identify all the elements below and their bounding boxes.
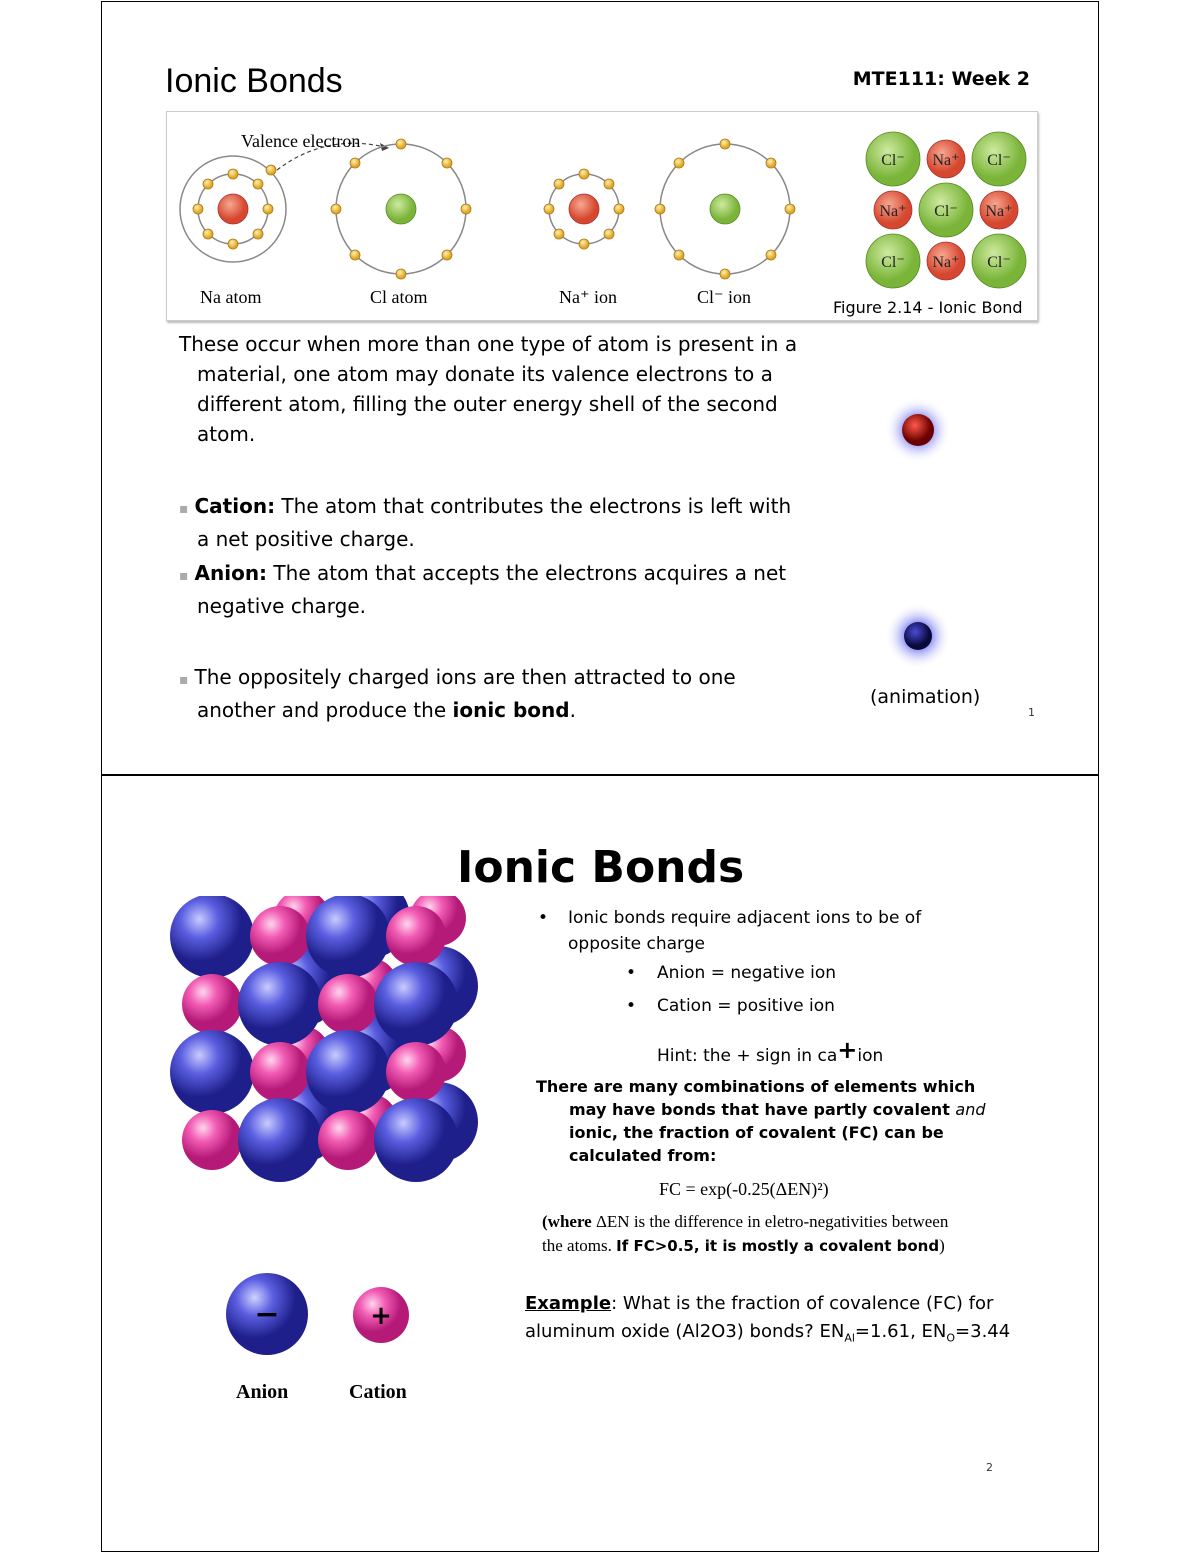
cation-term: Cation:: [194, 494, 276, 518]
slide-2: [101, 775, 1099, 1552]
course-label: MTE111: Week 2: [852, 68, 1030, 90]
cation-sphere: [250, 1042, 310, 1102]
slide-1: [101, 1, 1099, 775]
hint-plus-sign: +: [837, 1036, 858, 1064]
cation-sphere: [182, 1110, 242, 1170]
cation-bullet: [179, 491, 809, 554]
anion-sphere: [306, 896, 390, 978]
cation-sphere: [318, 974, 378, 1034]
lattice-cell-label: Cl⁻: [934, 203, 958, 220]
anion-animation-ball: [877, 598, 957, 678]
en-al-value: =1.61, EN: [854, 1321, 947, 1342]
hint-prefix: Hint: the + sign in ca: [657, 1046, 838, 1066]
where-note: [542, 1210, 1042, 1258]
ionic-crystal-lattice: [162, 896, 512, 1216]
example-label: Example: [525, 1293, 612, 1314]
lattice-cell-label: Cl⁻: [881, 152, 905, 169]
page-title: Ionic Bonds: [165, 62, 343, 100]
cation-sphere: [182, 974, 242, 1034]
covalent-rule: If FC>0.5, it is mostly a covalent bond: [616, 1237, 940, 1255]
example-line-1: [525, 1290, 1045, 1318]
anion-sphere: [238, 962, 322, 1046]
anion-definition: Anion = negative ion: [657, 963, 837, 983]
example-block: [525, 1290, 1045, 1353]
na-atom-diagram: [180, 156, 286, 262]
example-question: : What is the fraction of covalence (FC) for: [611, 1293, 994, 1314]
ionic-bond-figure: [166, 111, 1038, 321]
paragraph-line-1: There are many combinations of elements which: [536, 1077, 976, 1096]
fc-formula: FC = exp(-0.25(ΔEN)²): [659, 1179, 829, 1199]
bullet-marker: ▪: [179, 672, 189, 688]
paragraph-line-2-text: may have bonds that have partly covalent: [569, 1100, 956, 1119]
cl-ion-diagram: [655, 139, 795, 279]
lattice-cell-label: Cl⁻: [987, 254, 1011, 271]
cation-sphere: [318, 1110, 378, 1170]
ionic-bond-diagram: [167, 112, 1037, 320]
attraction-bullet: [179, 662, 779, 725]
where-definition: ΔEN is the difference in eletro-negativities between: [595, 1212, 949, 1231]
cl-ion-label: Cl⁻ ion: [697, 287, 752, 307]
cation-definition: Cation = positive ion: [657, 996, 835, 1016]
main-bullet-text: Ionic bonds require adjacent ions to be of opposite charge: [568, 908, 922, 954]
close-paren: ): [939, 1236, 945, 1255]
cl-atom-label: Cl atom: [370, 287, 428, 307]
bullet-dot: •: [626, 963, 637, 983]
na-ion-diagram: [544, 169, 624, 249]
cation-sphere: [250, 906, 310, 966]
cation-definition: The atom that contributes the electrons is left with a net positive charge.: [197, 494, 792, 551]
bullet-dot: •: [538, 908, 549, 928]
hint-text: [657, 1036, 884, 1067]
anion-sphere: [170, 896, 254, 978]
page-title: Ionic Bonds: [457, 842, 745, 893]
ionic-bond-term: ionic bond: [452, 698, 570, 722]
anion-sphere: [306, 1030, 390, 1114]
anion-bullet: [179, 558, 809, 621]
paragraph-line-3: ionic, the fraction of covalent (FC) can be: [569, 1123, 944, 1142]
covalent-paragraph: [536, 1075, 1016, 1167]
nacl-lattice: [866, 132, 1026, 288]
anion-sphere: [170, 1030, 254, 1114]
page-number: 1: [1028, 706, 1035, 719]
italic-and: and: [955, 1100, 986, 1119]
where-line-1: [542, 1210, 1042, 1234]
lattice-cell-label: Na⁺: [879, 203, 907, 220]
cation-sphere: [386, 906, 446, 966]
ion-legend: [220, 1266, 440, 1366]
na-ion-label: Na⁺ ion: [559, 287, 617, 307]
anion-sphere: [374, 1098, 458, 1182]
cation-sign: +: [370, 1301, 392, 1331]
cl-atom-diagram: [331, 139, 471, 279]
lattice-cell-label: Na⁺: [932, 254, 960, 271]
cation-label: Cation: [349, 1381, 407, 1403]
valence-electron-label: Valence electron: [241, 131, 361, 151]
bullet-marker: ▪: [179, 501, 189, 517]
en-o-value: =3.44: [955, 1321, 1011, 1342]
paragraph-line-4: calculated from:: [569, 1146, 717, 1165]
cation-sphere: [386, 1042, 446, 1102]
where-prefix: (where: [542, 1212, 596, 1231]
page-number: 2: [986, 1461, 993, 1474]
paragraph-line-2: [536, 1098, 1016, 1121]
anion-label: Anion: [236, 1381, 289, 1403]
lattice-cell-label: Cl⁻: [881, 254, 905, 271]
anion-definition: The atom that accepts the electrons acquires a net negative charge.: [197, 561, 787, 618]
anion-sign: −: [254, 1297, 280, 1332]
period: .: [569, 698, 576, 722]
example-question-cont: aluminum oxide (Al2O3) bonds? EN: [525, 1321, 845, 1342]
lattice-cell-label: Na⁺: [985, 203, 1013, 220]
figure-caption: Figure 2.14 - Ionic Bond: [833, 298, 1023, 317]
intro-text: These occur when more than one type of atom is present in a material, one atom may donate its valence electrons to a different atom, filling the outer energy shell of the second atom.: [179, 332, 798, 446]
en-o-subscript: O: [946, 1331, 956, 1345]
anion-sphere: [238, 1098, 322, 1182]
sub-bullet-cation: [626, 996, 835, 1016]
lattice-cell-label: Cl⁻: [987, 152, 1011, 169]
bullet-marker: ▪: [179, 568, 189, 584]
animation-label: (animation): [870, 686, 981, 708]
where-atoms: the atoms.: [542, 1236, 617, 1255]
lattice-cell-label: Na⁺: [932, 152, 960, 169]
en-al-subscript: Al: [844, 1331, 855, 1345]
attraction-text: The oppositely charged ions are then attracted to one another and produce the: [194, 665, 736, 722]
anion-term: Anion:: [194, 561, 268, 585]
anion-sphere: [374, 962, 458, 1046]
bullet-dot: •: [626, 996, 637, 1016]
intro-paragraph: [179, 329, 809, 449]
main-bullet: [538, 905, 958, 957]
sub-bullet-anion: [626, 963, 836, 983]
hint-suffix: ion: [857, 1046, 884, 1066]
example-line-2: [525, 1318, 1045, 1353]
na-atom-label: Na atom: [200, 287, 262, 307]
where-line-2: [542, 1234, 1042, 1258]
cation-animation-ball: [877, 392, 957, 472]
